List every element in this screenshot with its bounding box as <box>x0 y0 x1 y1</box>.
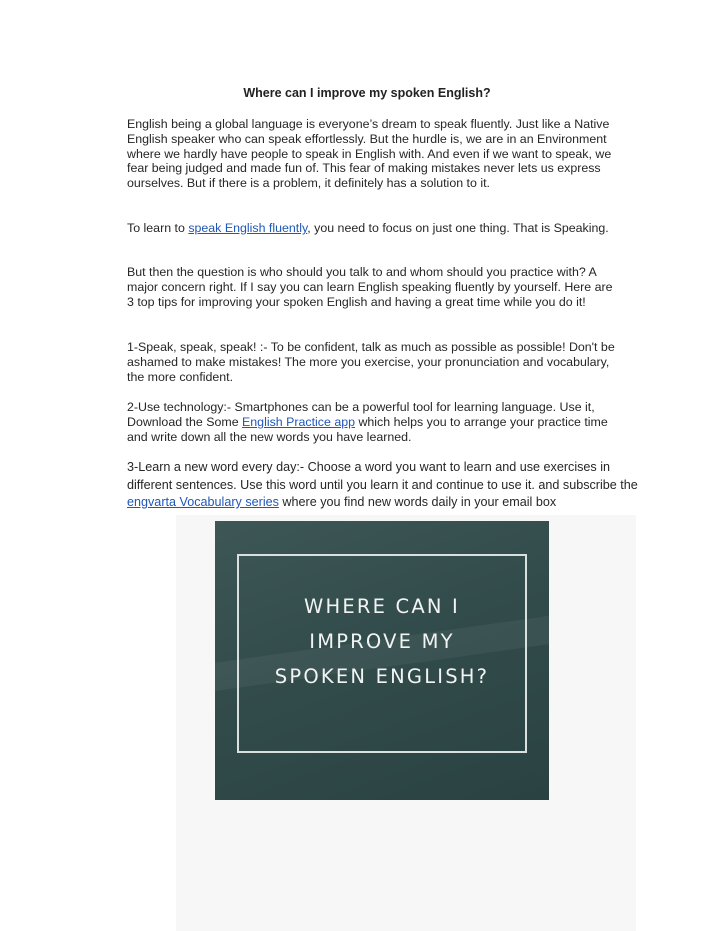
hero-caption <box>237 589 527 694</box>
english-practice-app-link[interactable]: English Practice app <box>242 414 355 429</box>
intro-paragraph: English being a global language is everyone’s dream to speak fluently. Just like a Native English speaker who can speak effortlessly. But the hurdle is, we are in an Environment where we hardly have people to speak in English with. And even if we want to speak, we fear being judged and made fun of. This fear of making mistakes never lets us express ourselves. But if there is a problem, it definitely has a solution to it. <box>127 117 612 191</box>
tip-1-paragraph: 1-Speak, speak, speak! :- To be confident, talk as much as possible as possible! Don't be ashamed to make mistakes! The more you exercise, your pronunciation and vocabulary, the more confident. <box>127 340 615 384</box>
paragraph-text: 3-Learn a new word every day:- Choose a word you want to learn and use exercises in different sentences. Use this word until you learn it and continue to use it. and subscribe the <box>127 460 638 492</box>
paragraph-text: 2-Use technology:- Smartphones can be a powerful tool for learning language. Use it, Download the Some <box>127 400 595 429</box>
paragraph-text: where you find new words daily in your email box <box>278 495 557 509</box>
hero-line-1: WHERE CAN I <box>303 595 461 618</box>
paragraph-text: To learn to <box>127 221 189 235</box>
paragraph-text: , you need to focus on just one thing. That is Speaking. <box>307 221 609 235</box>
hero-line-2: IMPROVE MY <box>309 630 455 653</box>
question-paragraph: But then the question is who should you talk to and whom should you practice with? A major concern right. If I say you can learn English speaking fluently by yourself. Here are 3 top tips for improving your spoken English and having a great time while you do it! <box>127 265 613 309</box>
tip-2-paragraph <box>127 400 617 444</box>
paragraph-text: which helps you to arrange your practice time and write down all the new words you have learned. <box>127 414 608 444</box>
speak-english-fluently-link[interactable]: speak English fluently <box>188 221 308 235</box>
speaking-paragraph <box>127 221 617 236</box>
hero-line-3: SPOKEN ENGLISH? <box>274 665 490 688</box>
tip-3-paragraph <box>127 459 647 512</box>
document-title: Where can I improve my spoken English? <box>243 86 491 100</box>
hero-image <box>215 521 549 800</box>
engvarta-vocabulary-series-link[interactable]: engvarta Vocabulary series <box>127 495 279 509</box>
